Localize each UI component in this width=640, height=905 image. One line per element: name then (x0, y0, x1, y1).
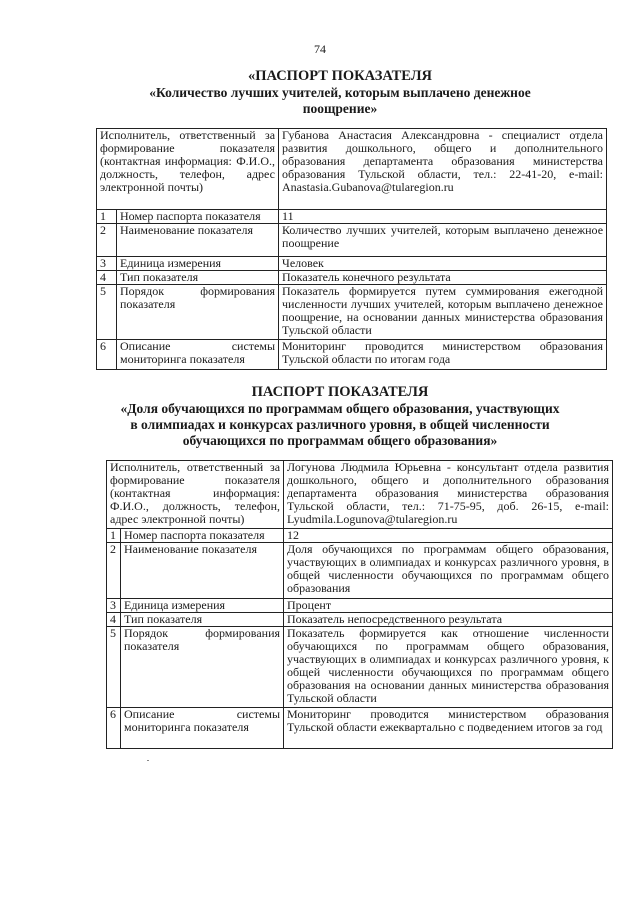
row-value: Процент (284, 599, 613, 613)
executor-label: Исполнитель, ответственный за формирование показателя (контактная информация: Ф.И.О., должность, телефон, адрес электронной почты) (97, 129, 279, 210)
row-number: 4 (97, 271, 117, 285)
row-value: Показатель конечного результата (279, 271, 607, 285)
passport-1-heading: «ПАСПОРТ ПОКАЗАТЕЛЯ (247, 68, 433, 84)
row-label: Порядок формирования показателя (117, 285, 279, 340)
row-value: Мониторинг проводится министерством образования Тульской области по итогам года (279, 340, 607, 370)
row-label: Описание системы мониторинга показателя (121, 708, 284, 749)
row-number: 1 (97, 210, 117, 224)
table-row (97, 340, 607, 370)
table-row (97, 210, 607, 224)
row-number: 5 (107, 627, 121, 708)
page-number: 74 (314, 42, 326, 56)
row-value: Человек (279, 257, 607, 271)
executor-row (97, 129, 607, 210)
passport-1-title-line-1: «Количество лучших учителей, которым выплачено денежное (149, 85, 531, 100)
row-value: Показатель непосредственного результата (284, 613, 613, 627)
executor-row (107, 461, 613, 529)
row-value: Мониторинг проводится министерством образования Тульской области ежеквартально с подведением итогов за год (284, 708, 613, 749)
table-row (97, 271, 607, 285)
table-row (97, 285, 607, 340)
table-row (107, 529, 613, 543)
row-number: 3 (107, 599, 121, 613)
executor-label: Исполнитель, ответственный за формирование показателя (контактная информация: Ф.И.О., должность, телефон, адрес электронной почты) (107, 461, 284, 529)
row-number: 1 (107, 529, 121, 543)
table-row (97, 224, 607, 257)
scan-speck (147, 760, 149, 761)
row-label: Наименование показателя (117, 224, 279, 257)
row-value: Доля обучающихся по программам общего образования, участвующих в олимпиадах и конкурсах различного уровня, в общей численности обучающихся по программам общего образования (284, 543, 613, 599)
row-label: Описание системы мониторинга показателя (117, 340, 279, 370)
row-value: Количество лучших учителей, которым выплачено денежное поощрение (279, 224, 607, 257)
row-number: 6 (107, 708, 121, 749)
row-label: Тип показателя (117, 271, 279, 285)
table-row (97, 257, 607, 271)
row-value: 12 (284, 529, 613, 543)
table-row (107, 599, 613, 613)
row-value: Показатель формируется путем суммирования ежегодной численности лучших учителей, которым выплачено денежное поощрение, на основании данных министерства образования Тульской области (279, 285, 607, 340)
table-row (107, 613, 613, 627)
passport-2-table (106, 460, 613, 749)
passport-2-title-line-3: обучающихся по программам общего образования» (182, 433, 498, 448)
row-label: Единица измерения (121, 599, 284, 613)
passport-1-title-line-2: поощрение» (302, 101, 378, 116)
row-label: Тип показателя (121, 613, 284, 627)
row-number: 6 (97, 340, 117, 370)
passport-2-title-line-1: «Доля обучающихся по программам общего образования, участвующих (120, 401, 560, 416)
passport-2-heading: ПАСПОРТ ПОКАЗАТЕЛЯ (251, 384, 429, 400)
table-row (107, 627, 613, 708)
row-label: Номер паспорта показателя (117, 210, 279, 224)
row-number: 5 (97, 285, 117, 340)
passport-1-table (96, 128, 607, 370)
row-value: Показатель формируется как отношение численности обучающихся по программам общего образования, участвующих в олимпиадах и конкурсах различного уровня, к общей численности обучающихся по программам общего образования на основании данных министерства образования Тульской области (284, 627, 613, 708)
row-number: 2 (107, 543, 121, 599)
row-value: 11 (279, 210, 607, 224)
table-row (107, 708, 613, 749)
row-label: Наименование показателя (121, 543, 284, 599)
row-label: Номер паспорта показателя (121, 529, 284, 543)
row-number: 2 (97, 224, 117, 257)
table-row (107, 543, 613, 599)
row-label: Единица измерения (117, 257, 279, 271)
passport-2-title-line-2: в олимпиадах и конкурсах различного уровня, в общей численности (130, 417, 550, 432)
row-number: 4 (107, 613, 121, 627)
executor-value: Губанова Анастасия Александровна - специалист отдела развития дошкольного, общего и дополнительного образования департамента образования министерства образования Тульской области, тел.: 22-41-20, e-mail: Anastasia.Gubanova@tularegion.ru (279, 129, 607, 210)
row-label: Порядок формирования показателя (121, 627, 284, 708)
executor-value: Логунова Людмила Юрьевна - консультант отдела развития дошкольного, общего и дополнительного образования департамента образования министерства образования Тульской области, тел.: 71-75-95, доб. 26-15, e-mail: Lyudmila.Logunova@tularegion.ru (284, 461, 613, 529)
row-number: 3 (97, 257, 117, 271)
